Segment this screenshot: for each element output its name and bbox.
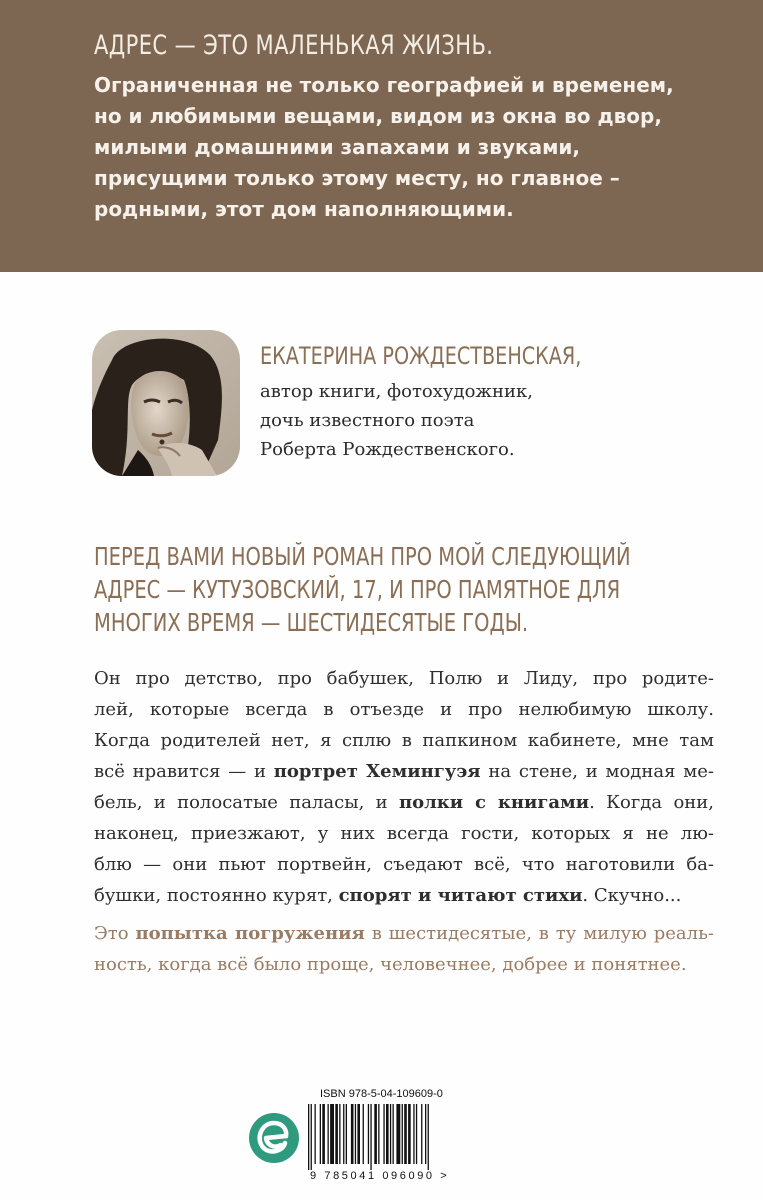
body-line: наконец, приезжают, у них всегда гости, которых я не лю- [94, 823, 714, 844]
top-heading: АДРЕС — ЭТО МАЛЕНЬКАЯ ЖИЗНЬ. [94, 30, 494, 61]
closing-line [94, 918, 714, 949]
body-text-run: на стене, и модная ме- [480, 761, 714, 782]
author-line: автор книги, фотохудожник, [260, 381, 533, 402]
barcode-bar [330, 1104, 334, 1164]
body-line [94, 787, 714, 818]
body-line: лей, которые всегда в отъезде и про нелюбимую школу. [94, 699, 714, 720]
top-line: милыми домашними запахами и звуками, [94, 135, 581, 159]
ean-digits: 9 785041 096090 > [310, 1170, 450, 1182]
body-line: блю — они пьют портвейн, съедают всё, что наготовили ба- [94, 854, 714, 875]
body-text-run: . Скучно... [582, 885, 682, 906]
isbn-label: ISBN 978-5-04-109609-0 [320, 1088, 443, 1100]
publisher-logo-icon [248, 1112, 300, 1164]
author-name: ЕКАТЕРИНА РОЖДЕСТВЕНСКАЯ, [260, 342, 582, 370]
barcode-bar [393, 1104, 394, 1164]
barcode-bar [378, 1104, 379, 1164]
body-text-run: . Когда они, [589, 792, 714, 813]
barcode-block [300, 1088, 480, 1188]
barcode-bar [368, 1104, 369, 1164]
body-text-run: бель, и полосатые паласы, и [94, 792, 399, 813]
body-line: Когда родителей нет, я сплю в папкином кабинете, мне там [94, 730, 714, 751]
barcode-bar [396, 1104, 400, 1164]
author-photo [92, 330, 240, 476]
barcode-bar [320, 1104, 321, 1164]
barcode-bar [346, 1104, 347, 1164]
barcode-bar [390, 1104, 391, 1164]
barcode-bar [315, 1104, 316, 1164]
barcode-bar [311, 1104, 312, 1170]
top-band [0, 0, 763, 272]
body-line [94, 756, 714, 787]
barcode-bar [339, 1104, 340, 1164]
barcode-bar [374, 1104, 377, 1164]
barcode-bar [416, 1104, 417, 1164]
closing-paragraph [94, 918, 714, 980]
closing-line: ность, когда всё было проще, человечнее, добрее и понятнее. [94, 954, 687, 975]
barcode-bar [328, 1104, 329, 1164]
barcode-bar [383, 1104, 384, 1164]
bold-phrase: спорят и читают стихи [338, 885, 583, 906]
top-line: родными, этот дом наполняющими. [94, 197, 514, 221]
quote-line: АДРЕС — КУТУЗОВСКИЙ, 17, И ПРО ПАМЯТНОЕ ДЛЯ [94, 575, 621, 604]
barcode-bar [343, 1104, 344, 1164]
pull-quote [94, 540, 694, 639]
closing-text-run: в шестидесятые, в ту милую реаль- [364, 923, 714, 944]
top-paragraph [94, 70, 734, 225]
body-text-run: бушки, постоянно курят, [94, 885, 339, 906]
barcode-bar [425, 1104, 426, 1164]
barcode-icon [300, 1104, 480, 1170]
author-portrait-image [92, 330, 240, 476]
barcode-bar [386, 1104, 389, 1164]
barcode-bar [428, 1104, 429, 1170]
barcode-bar [413, 1104, 414, 1164]
barcode-bar [370, 1104, 371, 1170]
barcode-bar [357, 1104, 360, 1164]
barcode-bar [351, 1104, 354, 1164]
barcode-bar [322, 1104, 325, 1164]
barcode-bar [355, 1104, 356, 1164]
barcode-bar [408, 1104, 411, 1164]
closing-text-run: Это [94, 923, 136, 944]
author-line: Роберта Рождественского. [260, 439, 515, 460]
barcode-bar [421, 1104, 422, 1164]
body-line [94, 880, 714, 911]
barcode-bar [404, 1104, 407, 1164]
quote-line: МНОГИХ ВРЕМЯ — ШЕСТИДЕСЯТЫЕ ГОДЫ. [94, 608, 529, 637]
body-text-run: всё нравится — и [94, 761, 274, 782]
body-line: Он про детство, про бабушек, Полю и Лиду, про родите- [94, 668, 714, 689]
barcode-bar [308, 1104, 309, 1170]
bold-phrase: полки с книгами [398, 792, 590, 813]
barcode-bar [402, 1104, 403, 1164]
author-description [260, 377, 533, 464]
author-line: дочь известного поэта [260, 410, 475, 431]
top-line: но и любимыми вещами, видом из окна во двор, [94, 104, 662, 128]
barcode-bar [335, 1104, 338, 1164]
bold-phrase: портрет Хемингуэя [273, 761, 481, 782]
barcode-bar [363, 1104, 364, 1164]
top-line: присущими только этому месту, но главное – [94, 166, 620, 190]
top-line: Ограниченная не только географией и временем, [94, 73, 674, 97]
quote-line: ПЕРЕД ВАМИ НОВЫЙ РОМАН ПРО МОЙ СЛЕДУЮЩИЙ [94, 542, 631, 571]
bold-phrase: попытка погружения [135, 923, 365, 944]
body-paragraph [94, 663, 714, 911]
